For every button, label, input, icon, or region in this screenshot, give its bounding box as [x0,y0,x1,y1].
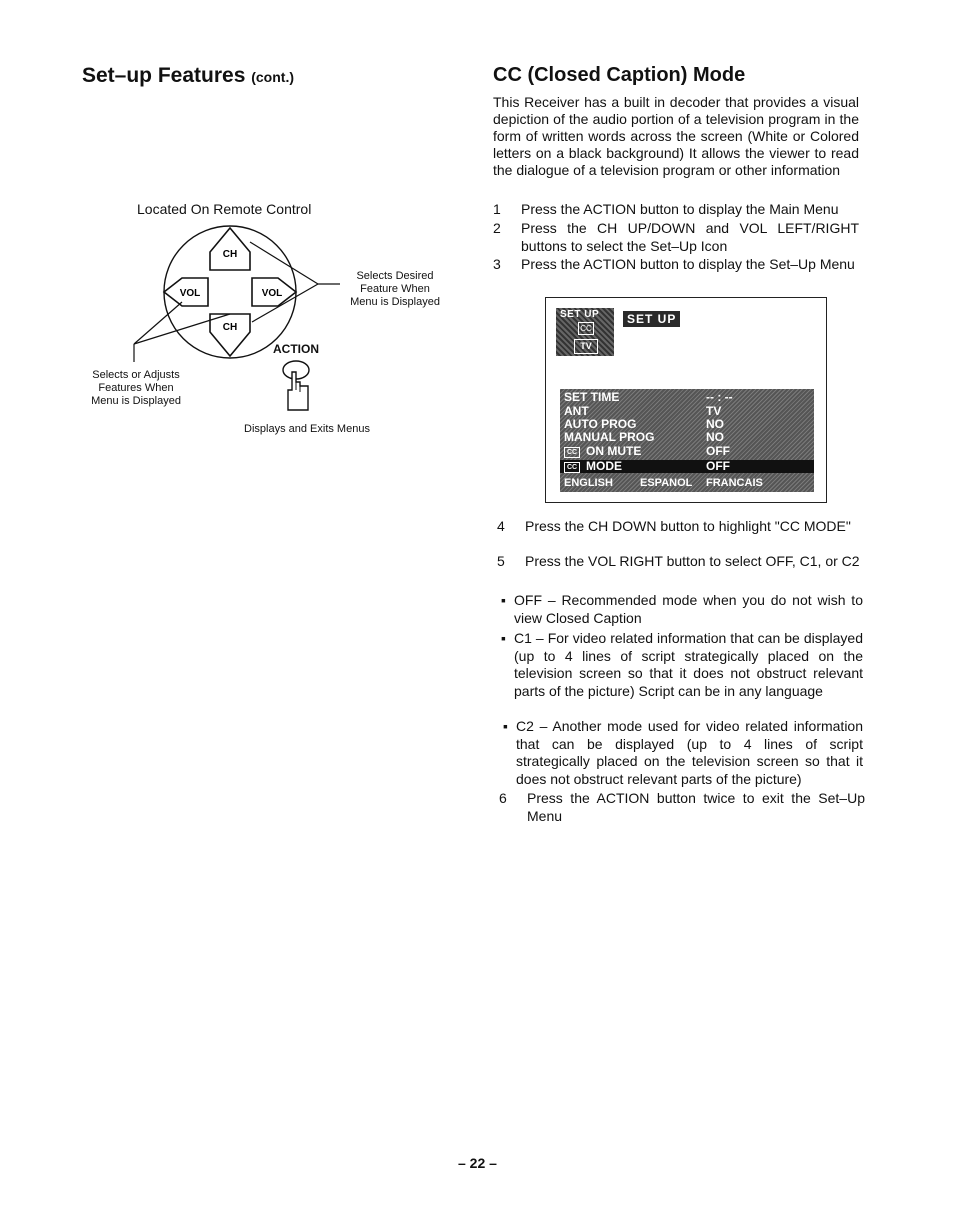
menu-row-label: MANUAL PROG [564,430,655,444]
language-option: FRANCAIS [706,477,763,489]
page-number: – 22 – [458,1155,497,1171]
menu-row [560,391,814,404]
bullet-item [501,630,863,700]
label-line: Features When [98,382,174,394]
menu-row-value: OFF [706,444,730,458]
action-hand-icon [278,358,320,414]
menu-row [560,445,814,458]
bullet-dot: ▪ [501,630,506,646]
label-line: Selects or Adjusts [92,369,180,381]
menu-row-value: NO [706,430,724,444]
label-line: Feature When [360,283,430,295]
menu-row-value: -- : -- [706,390,733,404]
ch-down-button [210,314,250,356]
vol-left-label: VOL [179,288,201,299]
menu-row-label: AUTO PROG [564,417,637,431]
menu-row-text: MODE [586,459,622,473]
setup-icon [556,308,614,356]
language-row [560,476,814,490]
bullet-dot: ▪ [501,592,506,608]
label-selects-adjusts [80,369,192,408]
left-heading-suffix: (cont.) [251,69,294,85]
step-text: Press the ACTION button to display the Set–Up Menu [521,256,855,272]
bullet-text: C2 – Another mode used for video related information that can be displayed (up to 4 lines of script strategically placed on the television screen so that it does not obstruct relevant parts of the picture) [516,718,863,787]
remote-caption: Located On Remote Control [137,201,312,217]
step-number: 4 [497,518,505,534]
vol-left-button [164,278,208,306]
ch-down-label: CH [222,322,238,333]
action-label: ACTION [273,342,319,356]
cc-icon: CC [564,447,580,458]
menu-row-value: NO [706,417,724,431]
pointer-line [134,302,182,344]
tv-icon: TV [574,339,598,354]
label-line: Menu is Displayed [350,296,440,308]
menu-row-label [564,460,622,473]
left-heading [82,64,294,88]
step-number: 5 [497,553,505,569]
step-number: 6 [499,790,507,806]
language-option: ENGLISH [564,477,613,489]
menu-row [560,431,814,444]
step-text: Press the CH DOWN button to highlight "CC MODE" [525,518,851,534]
menu-row-text: ON MUTE [586,444,642,458]
ch-up-label: CH [222,249,238,260]
cc-icon: CC [578,322,594,335]
step-text: Press the ACTION button twice to exit the Set–Up Menu [527,790,865,824]
step-number: 3 [493,256,501,272]
intro-paragraph: This Receiver has a built in decoder that provides a visual depiction of the audio portion of a television program in the form of written words across the screen (White or Colored letters on a black background) It allows the viewer to read the dialogue of a television program or other information [493,94,859,178]
setup-icon-label: SET UP [560,309,600,320]
menu-row-value: TV [706,404,722,418]
label-selects-desired [340,270,450,309]
left-heading-text: Set–up Features [82,64,246,87]
step-number: 1 [493,201,501,217]
label-displays-exits: Displays and Exits Menus [244,423,370,435]
menu-row-label [564,445,641,458]
bullet-item [501,592,863,627]
vol-right-button [252,278,296,306]
step-number: 2 [493,220,501,236]
label-line: Selects Desired [356,270,434,282]
cc-icon: CC [564,462,580,473]
setup-label: SET UP [623,311,680,327]
bullet-dot: ▪ [503,718,508,734]
step-text: Press the VOL RIGHT button to select OFF, C1, or C2 [525,553,860,569]
label-line: Menu is Displayed [91,395,181,407]
menu-row-label: ANT [564,404,589,418]
right-heading: CC (Closed Caption) Mode [493,64,746,86]
step-text: Press the ACTION button to display the Main Menu [521,201,839,217]
menu-row-value: OFF [706,459,730,473]
vol-right-label: VOL [261,288,283,299]
menu-row-selected [560,460,814,473]
ch-up-button [210,228,250,270]
setup-menu [560,389,814,492]
language-option: ESPANOL [640,477,693,489]
bullet-text: C1 – For video related information that can be displayed (up to 4 lines of script strategically placed on the television screen so that it does not obstruct relevant parts of the picture) Script can be in any language [514,630,863,699]
step-text: Press the CH UP/DOWN and VOL LEFT/RIGHT buttons to select the Set–Up Icon [521,220,859,254]
bullet-text: OFF – Recommended mode when you do not wish to view Closed Caption [514,592,863,626]
bullet-item [503,718,863,788]
menu-row-label: SET TIME [564,390,620,404]
